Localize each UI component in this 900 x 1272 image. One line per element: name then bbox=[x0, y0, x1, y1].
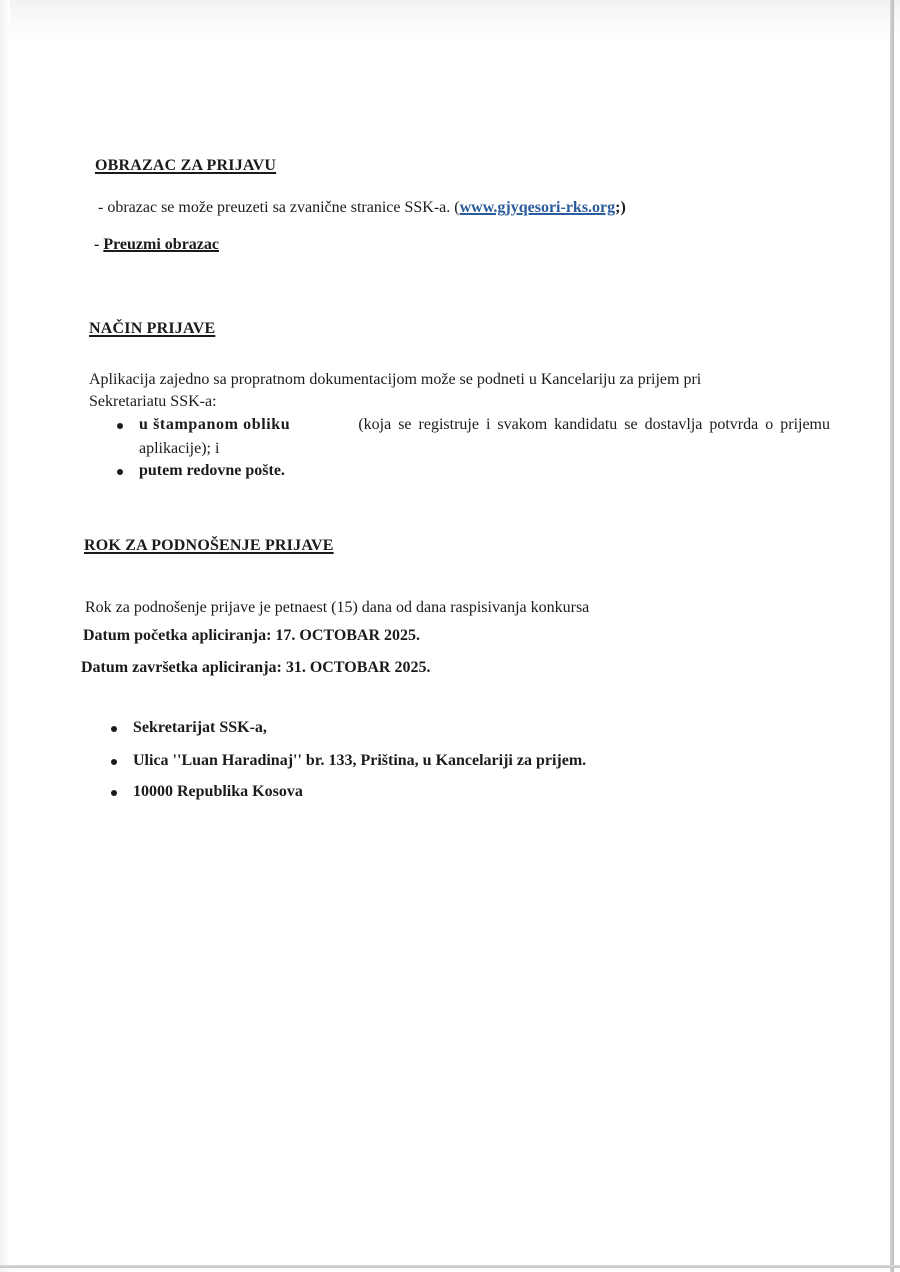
method-paragraph-line2: Sekretariatu SSK-a: bbox=[89, 393, 217, 410]
bullet-icon bbox=[111, 726, 117, 732]
form-download-info bbox=[98, 199, 626, 217]
download-dash: - bbox=[94, 236, 104, 253]
end-date-line: Datum završetka apliciranja: 31. OCTOBAR 2025. bbox=[81, 659, 431, 676]
method-bullet2: putem redovne pošte. bbox=[139, 462, 285, 479]
method-bullet1-line1 bbox=[139, 416, 830, 434]
address-line3: 10000 Republika Kosova bbox=[133, 783, 303, 800]
form-section-heading: OBRAZAC ZA PRIJAVU bbox=[95, 157, 277, 174]
website-link[interactable]: www.gjyqesori-rks.org bbox=[459, 199, 616, 216]
scan-right-edge bbox=[890, 0, 894, 1272]
bullet-icon bbox=[117, 469, 123, 475]
start-date-line: Datum početka apliciranja: 17. OCTOBAR 2025. bbox=[83, 627, 421, 644]
download-form-line bbox=[94, 236, 219, 254]
deadline-section-heading: ROK ZA PODNOŠENJE PRIJAVE bbox=[84, 537, 334, 554]
method-bullet1-rest: (koja se registruje i svakom kandidatu se dostavlja potvrda o prijemu bbox=[358, 416, 830, 433]
scan-bottom-edge bbox=[0, 1265, 900, 1268]
form-info-prefix: - obrazac se može preuzeti sa zvanične stranice SSK-a. ( bbox=[98, 199, 460, 216]
method-bullet1-line2: aplikacije); i bbox=[139, 440, 220, 457]
method-paragraph-line1: Aplikacija zajedno sa propratnom dokumentacijom može se podneti u Kancelariju za prijem pri bbox=[89, 371, 702, 388]
bullet-icon bbox=[111, 790, 117, 796]
bullet-icon bbox=[111, 759, 117, 765]
address-line2: Ulica ''Luan Haradinaj'' br. 133, Priština, u Kancelariji za prijem. bbox=[133, 752, 587, 769]
form-info-suffix: ;) bbox=[615, 199, 626, 216]
address-line1: Sekretarijat SSK-a, bbox=[133, 719, 267, 736]
method-bullet1-bold: u štampanom obliku bbox=[139, 416, 291, 433]
download-form-link[interactable]: Preuzmi obrazac bbox=[103, 236, 219, 253]
method-section-heading: NAČIN PRIJAVE bbox=[89, 320, 216, 337]
scan-left-shadow bbox=[0, 0, 10, 1272]
scan-top-shadow bbox=[0, 0, 900, 42]
deadline-text: Rok za podnošenje prijave je petnaest (15) dana od dana raspisivanja konkursa bbox=[85, 599, 590, 616]
bullet-icon bbox=[117, 423, 123, 429]
